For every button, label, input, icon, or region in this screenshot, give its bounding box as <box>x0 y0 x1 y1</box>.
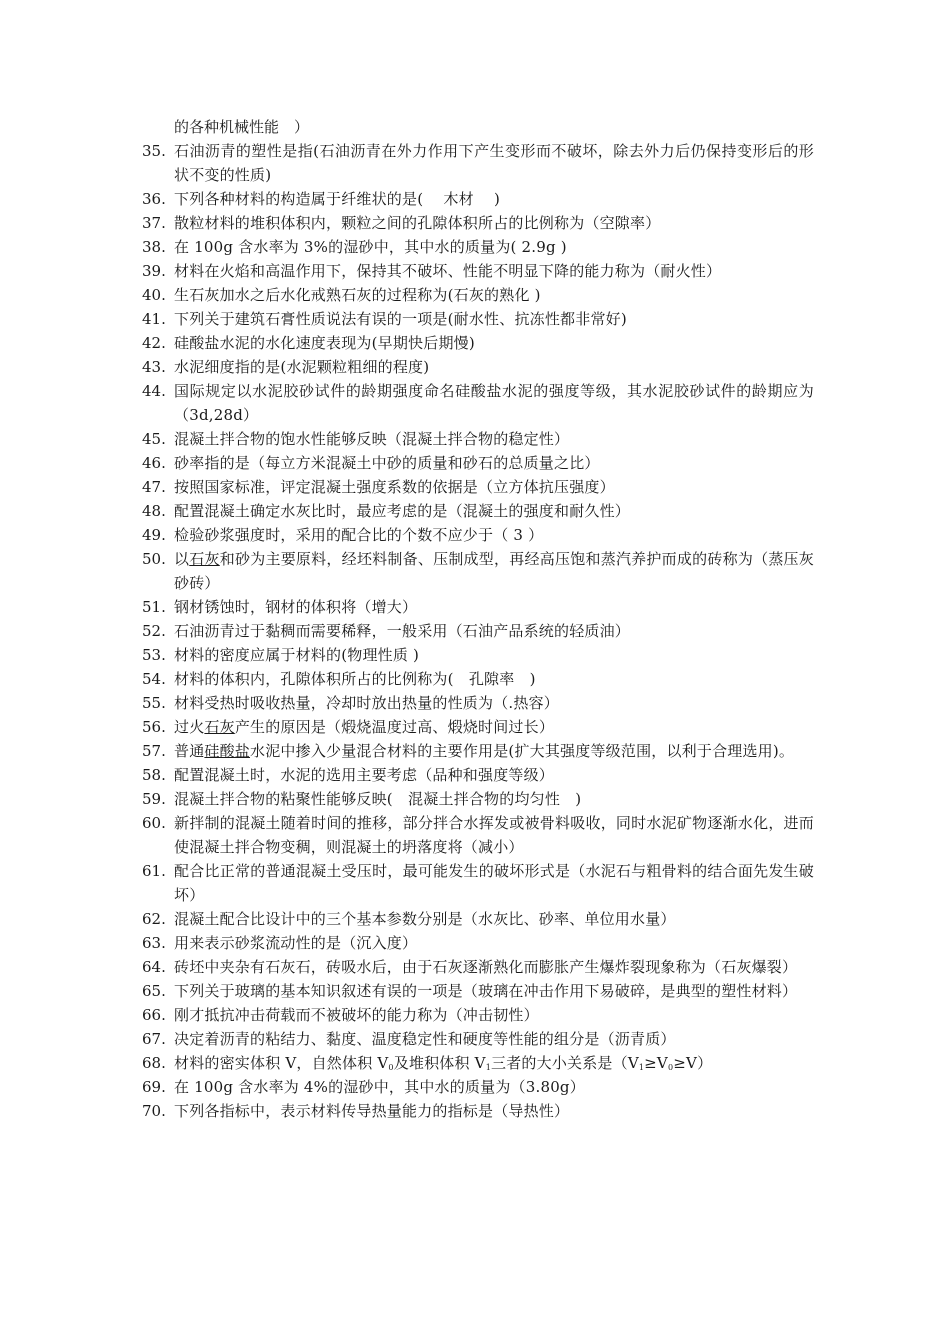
item-number: 42. <box>142 334 166 352</box>
list-item <box>142 211 814 235</box>
list-item <box>142 907 814 931</box>
item-number: 52. <box>142 622 166 640</box>
item-text: 配合比正常的普通混凝土受压时，最可能发生的破坏形式是（水泥石与粗骨料的结合面先发生破坏） <box>174 862 814 904</box>
item-text: 材料在火焰和高温作用下，保持其不破坏、性能不明显下降的能力称为（耐火性） <box>174 262 722 280</box>
item-number: 47. <box>142 478 166 496</box>
item-number: 61. <box>142 862 166 880</box>
item-text: 水泥细度指的是(水泥颗粒粗细的程度) <box>174 358 430 376</box>
item-number: 35. <box>142 142 166 160</box>
item-number: 68. <box>142 1054 166 1072</box>
list-item <box>142 1003 814 1027</box>
item-text: 硅酸盐水泥的水化速度表现为(早期快后期慢) <box>174 334 475 352</box>
list-item <box>142 139 814 187</box>
item-text: 混凝土配合比设计中的三个基本参数分别是（水灰比、砂率、单位用水量） <box>174 910 676 928</box>
item-number: 51. <box>142 598 166 616</box>
subscript: 0 <box>667 1063 674 1072</box>
item-number: 56. <box>142 718 166 736</box>
item-number: 54. <box>142 670 166 688</box>
item-number: 49. <box>142 526 166 544</box>
list-item <box>142 715 814 739</box>
list-item <box>142 811 814 859</box>
item-text: 下列各种材料的构造属于纤维状的是( 木材 ) <box>174 190 501 208</box>
item-number: 67. <box>142 1030 166 1048</box>
subscript: 1 <box>638 1063 645 1072</box>
item-text: 在 100g 含水率为 4%的湿砂中，其中水的质量为（3.80g） <box>174 1078 585 1096</box>
item-text: 以石灰和砂为主要原料，经坯料制备、压制成型，再经高压饱和蒸汽养护而成的砖称为（蒸压灰砂砖） <box>174 550 815 592</box>
list-item <box>142 955 814 979</box>
item-text: 下列各指标中，表示材料传导热量能力的指标是（导热性） <box>174 1102 570 1120</box>
item-text: 按照国家标准，评定混凝土强度系数的依据是（立方体抗压强度） <box>174 478 615 496</box>
item-text: 材料受热时吸收热量，冷却时放出热量的性质为（.热容） <box>174 694 559 712</box>
underlined-term: 石灰 <box>189 550 220 568</box>
list-item <box>142 739 814 763</box>
list-item <box>142 763 814 787</box>
item-text: 生石灰加水之后水化戒熟石灰的过程称为(石灰的熟化 ) <box>174 286 541 304</box>
item-number: 39. <box>142 262 166 280</box>
item-text: 用来表示砂浆流动性的是（沉入度） <box>174 934 418 952</box>
item-text: 钢材锈蚀时，钢材的体积将（增大） <box>174 598 418 616</box>
item-text: 材料的密实体积 V，自然体积 $V_0$及堆积体积 $V_1$三者的大小关系是$(V_1\ge V_0\ge V)$ <box>174 1054 713 1072</box>
list-item <box>142 859 814 907</box>
item-text: 在 100g 含水率为 3%的湿砂中，其中水的质量为( 2.9g ) <box>174 238 567 256</box>
list-item <box>142 283 814 307</box>
list-item <box>142 427 814 451</box>
item-text: 砂率指的是（每立方米混凝土中砂的质量和砂石的总质量之比） <box>174 454 600 472</box>
list-item <box>142 1075 814 1099</box>
question-list <box>142 139 814 1123</box>
list-item <box>142 259 814 283</box>
item-text: 配置混凝土时，水泥的选用主要考虑（品种和强度等级） <box>174 766 555 784</box>
item-number: 41. <box>142 310 166 328</box>
list-item <box>142 475 814 499</box>
item-number: 48. <box>142 502 166 520</box>
list-item <box>142 619 814 643</box>
list-item <box>142 499 814 523</box>
subscript: 1 <box>485 1063 492 1072</box>
subscript: 0 <box>388 1063 394 1072</box>
item-number: 40. <box>142 286 166 304</box>
list-item <box>142 187 814 211</box>
list-item <box>142 787 814 811</box>
item-number: 55. <box>142 694 166 712</box>
item-number: 46. <box>142 454 166 472</box>
list-item <box>142 1051 814 1075</box>
item-text: 检验砂浆强度时，采用的配合比的个数不应少于（ 3 ） <box>174 526 544 544</box>
list-item <box>142 331 814 355</box>
item-number: 43. <box>142 358 166 376</box>
item-text: 决定着沥青的粘结力、黏度、温度稳定性和硬度等性能的组分是（沥青质） <box>174 1030 676 1048</box>
item-text: 砖坯中夹杂有石灰石，砖吸水后，由于石灰逐渐熟化而膨胀产生爆炸裂现象称为（石灰爆裂） <box>174 958 798 976</box>
item-number: 63. <box>142 934 166 952</box>
list-item <box>142 451 814 475</box>
continuation-line: 的各种机械性能 ） <box>174 118 310 136</box>
list-item <box>142 1099 814 1123</box>
item-number: 37. <box>142 214 166 232</box>
item-number: 66. <box>142 1006 166 1024</box>
list-item <box>142 235 814 259</box>
item-number: 64. <box>142 958 166 976</box>
item-text: 材料的密度应属于材料的(物理性质 ) <box>174 646 420 664</box>
item-text: 新拌制的混凝土随着时间的推移，部分拌合水挥发或被骨料吸收，同时水泥矿物逐渐水化，进而使混凝土拌合物变稠，则混凝土的坍落度将（减小） <box>174 814 814 856</box>
item-text: 过火石灰产生的原因是（煅烧温度过高、煅烧时间过长） <box>174 718 555 736</box>
item-number: 69. <box>142 1078 166 1096</box>
item-number: 44. <box>142 382 166 400</box>
item-number: 36. <box>142 190 166 208</box>
item-number: 38. <box>142 238 166 256</box>
item-text: 下列关于建筑石膏性质说法有误的一项是(耐水性、抗冻性都非常好) <box>174 310 627 328</box>
item-number: 50. <box>142 550 166 568</box>
item-number: 58. <box>142 766 166 784</box>
item-text: 配置混凝土确定水灰比时，最应考虑的是（混凝土的强度和耐久性） <box>174 502 631 520</box>
underlined-term: 石灰 <box>204 718 235 736</box>
list-item <box>142 667 814 691</box>
document-body <box>142 115 814 1123</box>
list-item <box>142 595 814 619</box>
list-item <box>142 379 814 427</box>
list-item <box>142 979 814 1003</box>
item-text: 刚才抵抗冲击荷载而不被破坏的能力称为（冲击韧性） <box>174 1006 539 1024</box>
list-item <box>142 931 814 955</box>
item-number: 70. <box>142 1102 166 1120</box>
item-text: 材料的体积内，孔隙体积所占的比例称为( 孔隙率 ) <box>174 670 536 688</box>
list-item <box>142 1027 814 1051</box>
list-item <box>142 691 814 715</box>
item-text: 散粒材料的堆积体积内，颗粒之间的孔隙体积所占的比例称为（空隙率） <box>174 214 661 232</box>
list-item <box>142 523 814 547</box>
item-number: 53. <box>142 646 166 664</box>
item-text: 混凝土拌合物的粘聚性能够反映( 混凝土拌合物的均匀性 ) <box>174 790 582 808</box>
list-item <box>142 307 814 331</box>
list-item <box>142 355 814 379</box>
item-number: 57. <box>142 742 166 760</box>
item-text: 普通硅酸盐水泥中掺入少量混合材料的主要作用是(扩大其强度等级范围，以利于合理选用)。 <box>174 742 795 760</box>
item-text: 下列关于玻璃的基本知识叙述有误的一项是（玻璃在冲击作用下易破碎，是典型的塑性材料） <box>174 982 798 1000</box>
item-number: 45. <box>142 430 166 448</box>
item-text: 石油沥青过于黏稠而需要稀释，一般采用（石油产品系统的轻质油） <box>174 622 631 640</box>
item-number: 60. <box>142 814 166 832</box>
item-number: 62. <box>142 910 166 928</box>
item-text: 国际规定以水泥胶砂试件的龄期强度命名硅酸盐水泥的强度等级，其水泥胶砂试件的龄期应为（3d,28d） <box>174 382 814 424</box>
item-number: 65. <box>142 982 166 1000</box>
item-text: 石油沥青的塑性是指(石油沥青在外力作用下产生变形而不破坏，除去外力后仍保持变形后的形状不变的性质) <box>174 142 814 184</box>
item-number: 59. <box>142 790 166 808</box>
list-item <box>142 643 814 667</box>
underlined-term: 硅酸盐 <box>204 742 251 760</box>
item-text: 混凝土拌合物的饱水性能够反映（混凝土拌合物的稳定性） <box>174 430 570 448</box>
list-item <box>142 547 814 595</box>
